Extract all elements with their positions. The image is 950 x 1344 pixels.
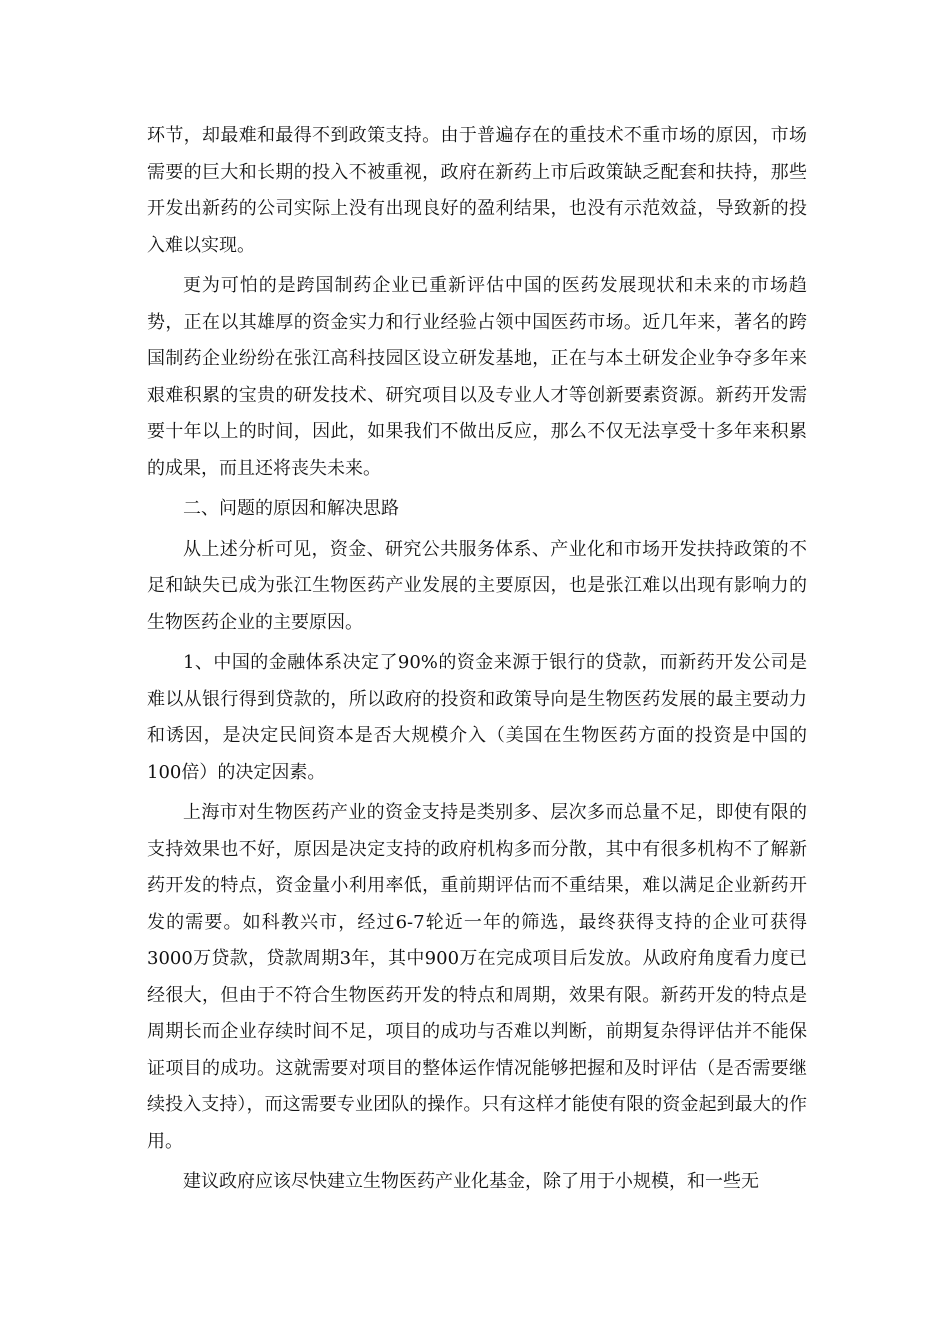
paragraph-multinational-pharma: 更为可怕的是跨国制药企业已重新评估中国的医药发展现状和未来的市场趋势，正在以其雄厚的资金实力和行业经验占领中国医药市场。近几年来，著名的跨国制药企业纷纷在张江高科技园区设立研发基地，正在与本土研发企业争夺多年来艰难积累的宝贵的研发技术、研究项目以及专业人才等创新要素资源。新药开发需要十年以上的时间，因此，如果我们不做出反应，那么不仅无法享受十多年来积累的成果，而且还将丧失未来。	[147, 275, 807, 479]
paragraph-recommendation: 建议政府应该尽快建立生物医药产业化基金，除了用于小规模，和一些无	[183, 1171, 759, 1192]
section-heading: 二、问题的原因和解决思路	[183, 498, 399, 519]
paragraph-continuation: 环节，却最难和最得不到政策支持。由于普遍存在的重技术不重市场的原因，市场需要的巨大和长期的投入不被重视，政府在新药上市后政策缺乏配套和扶持，那些开发出新药的公司实际上没有出现良好的盈利结果，也没有示范效益，导致新的投入难以实现。	[147, 125, 807, 256]
paragraph-shanghai-support: 上海市对生物医药产业的资金支持是类别多、层次多而总量不足，即使有限的支持效果也不好，原因是决定支持的政府机构多而分散，其中有很多机构不了解新药开发的特点，资金量小利用率低，重前期评估而不重结果，难以满足企业新药开发的需要。如科教兴市，经过6-7轮近一年的筛选，最终获得支持的企业可获得3000万贷款，贷款周期3年，其中900万在完成项目后发放。从政府角度看力度已经很大，但由于不符合生物医药开发的特点和周期，效果有限。新药开发的特点是周期长而企业存续时间不足，项目的成功与否难以判断，前期复杂得评估并不能保证项目的成功。这就需要对项目的整体运作情况能够把握和及时评估（是否需要继续投入支持），而这需要专业团队的操作。只有这样才能使有限的资金起到最大的作用。	[147, 802, 807, 1152]
document-body	[147, 118, 807, 1205]
paragraph-financial-system: 1、中国的金融体系决定了90%的资金来源于银行的贷款，而新药开发公司是难以从银行得到贷款的，所以政府的投资和政策导向是生物医药发展的最主要动力和诱因，是决定民间资本是否大规模介入（美国在生物医药方面的投资是中国的100倍）的决定因素。	[147, 652, 807, 783]
paragraph-analysis: 从上述分析可见，资金、研究公共服务体系、产业化和市场开发扶持政策的不足和缺失已成为张江生物医药产业发展的主要原因，也是张江难以出现有影响力的生物医药企业的主要原因。	[147, 538, 807, 633]
